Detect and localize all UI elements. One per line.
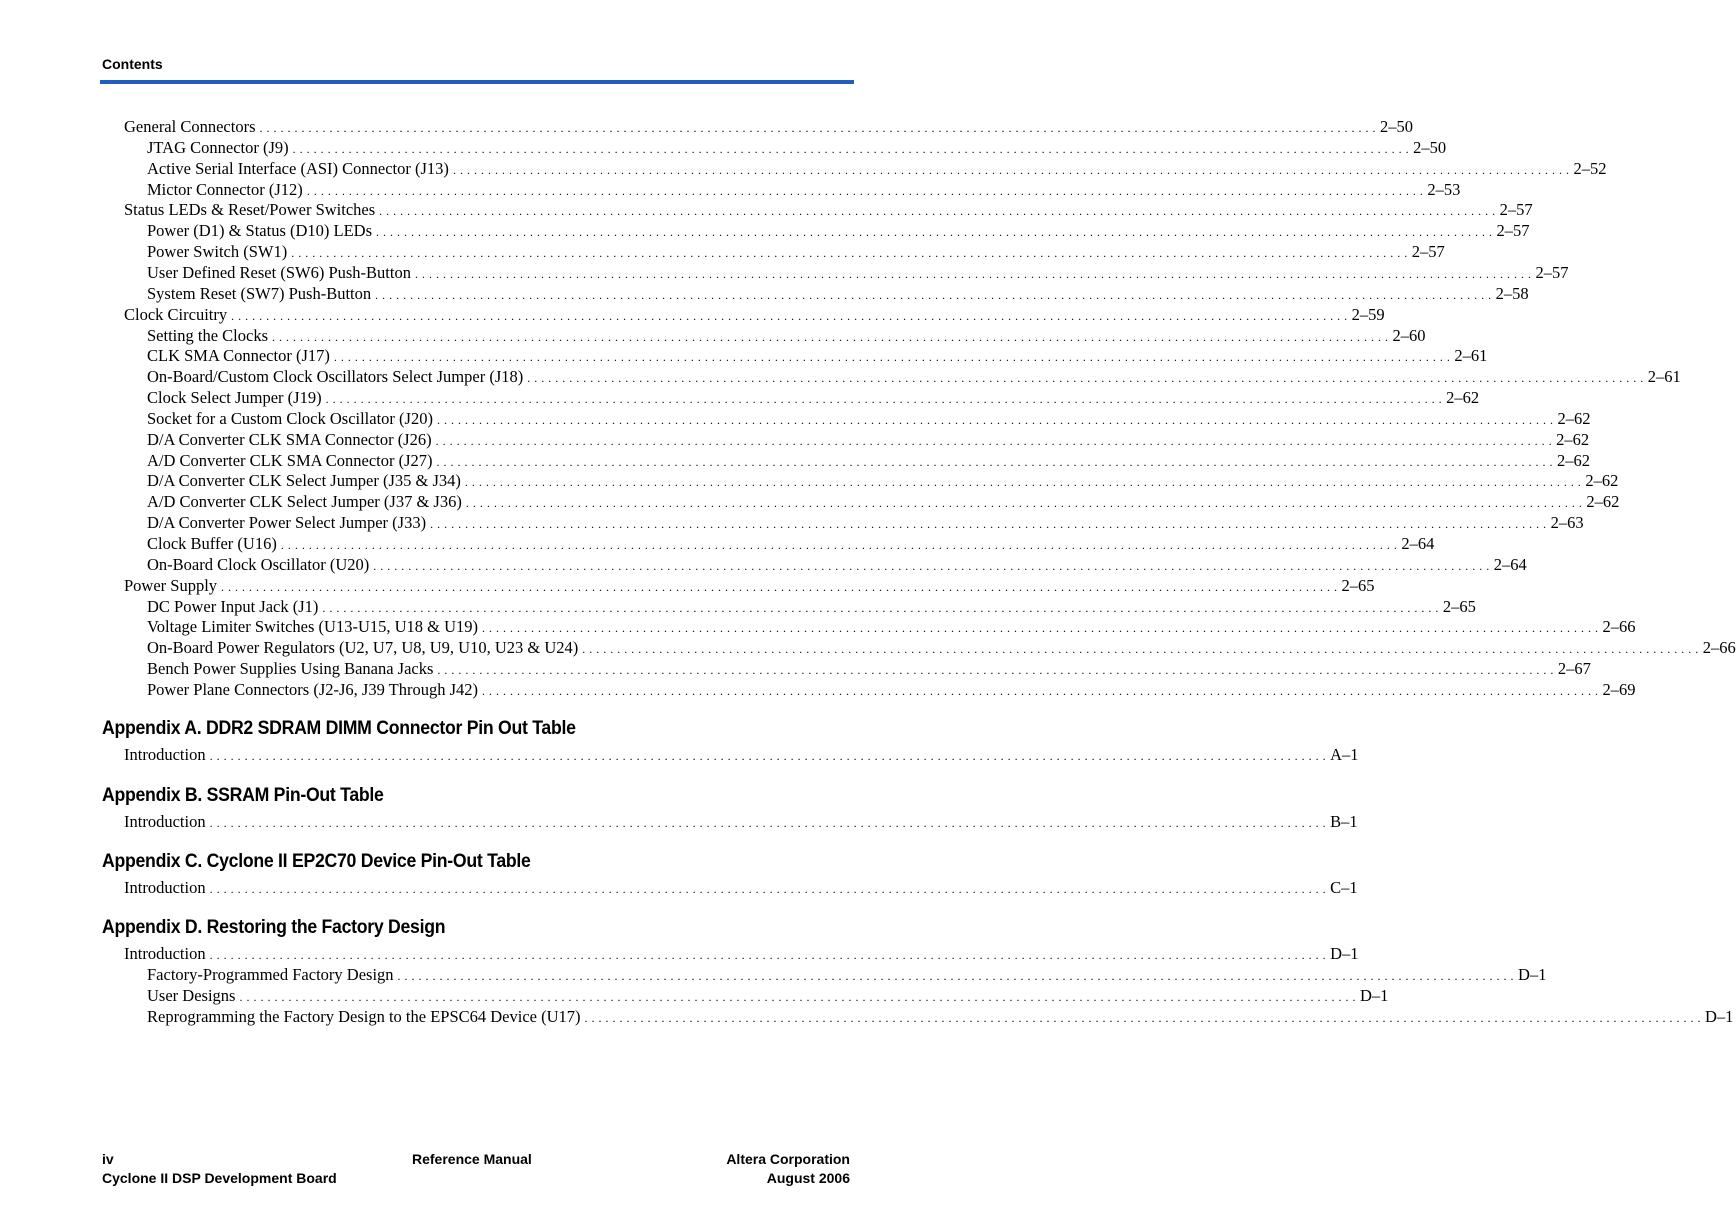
toc-dot-leader: . . . . . . . . . . . . . . . . . . . . . . . . . . . . . . . . . . . . . . . . . . . . . . . . . . . . . . . . . . . . . . . . . . . . . . . . . . . . . . . . . . . . . . . . . . . . . . . . . . . . . . . . . . . . . . . . . . . . . . . . . . . . . . . . . . . . . . . . . . . . . . . . . . . . . . . . . . . . . . . . [280, 538, 1398, 552]
toc-entry-page: 2–64 [1401, 534, 1435, 553]
toc-entry-title: Clock Select Jumper (J19) [147, 388, 322, 408]
toc-entry-title: A/D Converter CLK SMA Connector (J27) [147, 450, 433, 470]
toc-entry-title: Introduction [124, 878, 206, 897]
toc-entry[interactable] [147, 179, 1461, 200]
toc-entry-title: System Reset (SW7) Push-Button [147, 283, 372, 303]
toc-entry-page: D–1 [1330, 944, 1359, 963]
toc-entry[interactable] [147, 1006, 1734, 1027]
toc-dot-leader: . . . . . . . . . . . . . . . . . . . . . . . . . . . . . . . . . . . . . . . . . . . . . . . . . . . . . . . . . . . . . . . . . . . . . . . . . . . . . . . . . . . . . . . . . . . . . . . . . . . . . . . . . . . . . . . . . . . . . . . . . . . . . . . . . . . . . . . . . . . . . . . . . . . . . . . . . . . . . . . . [272, 329, 1389, 344]
toc-entry[interactable] [147, 345, 1488, 366]
toc-entry[interactable] [147, 554, 1527, 575]
toc-dot-leader: . . . . . . . . . . . . . . . . . . . . . . . . . . . . . . . . . . . . . . . . . . . . . . . . . . . . . . . . . . . . . . . . . . . . . . . . . . . . . . . . . . . . . . . . . . . . . . . . . . . . . . . . . . . . . . . . . . . . . . . . . . . . . . . . . . . . . . . . . . . . . . . . . . . . . . . . . . . . . . . . [221, 579, 1338, 594]
toc-entry-title: On-Board/Custom Clock Oscillators Select Jumper (J18) [147, 367, 524, 387]
toc-dot-leader: . . . . . . . . . . . . . . . . . . . . . . . . . . . . . . . . . . . . . . . . . . . . . . . . . . . . . . . . . . . . . . . . . . . . . . . . . . . . . . . . . . . . . . . . . . . . . . . . . . . . . . . . . . . . . . . . . . . . . . . . . . . . . . . . . . . . . . . . . . . . . . . . . . . . . . . . . . . . . . . . [209, 749, 1327, 763]
toc-entry-title: Mictor Connector (J12) [147, 179, 303, 199]
toc-entry-page: 2–50 [1413, 137, 1447, 157]
header-rule [100, 80, 854, 84]
toc-entry-title: A/D Converter CLK Select Jumper (J37 & J36) [147, 492, 462, 512]
toc-dot-leader: . . . . . . . . . . . . . . . . . . . . . . . . . . . . . . . . . . . . . . . . . . . . . . . . . . . . . . . . . . . . . . . . . . . . . . . . . . . . . . . . . . . . . . . . . . . . . . . . . . . . . . . . . . . . . . . . . . . . . . . . . . . . . . . . . . . . . . . . . . . . . . . . . . . . . . . . . . . . . . . . [333, 350, 1451, 365]
toc-entry-page: 2–57 [1496, 221, 1530, 241]
toc-entry-title: D/A Converter CLK SMA Connector (J26) [147, 429, 432, 449]
toc-dot-leader: . . . . . . . . . . . . . . . . . . . . . . . . . . . . . . . . . . . . . . . . . . . . . . . . . . . . . . . . . . . . . . . . . . . . . . . . . . . . . . . . . . . . . . . . . . . . . . . . . . . . . . . . . . . . . . . . . . . . . . . . . . . . . . . . . . . . . . . . . . . . . . . . . . . . . . . . . . . . . . . . [259, 121, 1376, 135]
toc-entry-title: Power Supply [124, 575, 218, 595]
toc-dot-leader: . . . . . . . . . . . . . . . . . . . . . . . . . . . . . . . . . . . . . . . . . . . . . . . . . . . . . . . . . . . . . . . . . . . . . . . . . . . . . . . . . . . . . . . . . . . . . . . . . . . . . . . . . . . . . . . . . . . . . . . . . . . . . . . . . . . . . . . . . . . . . . . . . . . . . . . . . . . . . . . . [435, 433, 1553, 448]
toc-entry-page: D–1 [1705, 1006, 1734, 1026]
toc-entry[interactable] [147, 533, 1435, 554]
toc-entry[interactable] [147, 658, 1591, 679]
toc-dot-leader: . . . . . . . . . . . . . . . . . . . . . . . . . . . . . . . . . . . . . . . . . . . . . . . . . . . . . . . . . . . . . . . . . . . . . . . . . . . . . . . . . . . . . . . . . . . . . . . . . . . . . . . . . . . . . . . . . . . . . . . . . . . . . . . . . . . . . . . . . . . . . . . . . . . . . . . . . . . . . . . . [306, 183, 1424, 198]
toc-entry[interactable] [147, 512, 1584, 533]
toc-entry-page: 2–59 [1351, 304, 1385, 324]
toc-entry-page: 2–62 [1557, 450, 1591, 470]
toc-entry-title: On-Board Power Regulators (U2, U7, U8, U9, U10, U23 & U24) [147, 638, 579, 658]
toc-entry-page: 2–61 [1647, 367, 1681, 387]
toc-entry[interactable] [147, 220, 1530, 241]
toc-entry[interactable] [147, 408, 1591, 429]
toc-entry[interactable] [147, 450, 1591, 471]
toc-entry-title: Status LEDs & Reset/Power Switches [124, 200, 376, 220]
toc-entry-title: General Connectors [124, 117, 256, 136]
toc-dot-leader: . . . . . . . . . . . . . . . . . . . . . . . . . . . . . . . . . . . . . . . . . . . . . . . . . . . . . . . . . . . . . . . . . . . . . . . . . . . . . . . . . . . . . . . . . . . . . . . . . . . . . . . . . . . . . . . . . . . . . . . . . . . . . . . . . . . . . . . . . . . . . . . . . . . . . . . . . . . . . . . . [322, 600, 1439, 615]
toc-entry[interactable] [124, 304, 1385, 325]
toc-entry[interactable] [147, 679, 1636, 700]
toc-entry-page: 2–53 [1427, 179, 1461, 199]
toc-entry-title: Clock Circuitry [124, 304, 228, 324]
toc-entry-title: Power Plane Connectors (J2-J6, J39 Through J42) [147, 679, 479, 699]
toc-entry[interactable] [147, 241, 1445, 262]
toc-dot-leader: . . . . . . . . . . . . . . . . . . . . . . . . . . . . . . . . . . . . . . . . . . . . . . . . . . . . . . . . . . . . . . . . . . . . . . . . . . . . . . . . . . . . . . . . . . . . . . . . . . . . . . . . . . . . . . . . . . . . . . . . . . . . . . . . . . . . . . . . . . . . . . . . . . . . . . . . . . . . . . . . [239, 989, 1356, 1004]
toc-entry-page: 2–65 [1442, 596, 1476, 616]
toc-dot-leader: . . . . . . . . . . . . . . . . . . . . . . . . . . . . . . . . . . . . . . . . . . . . . . . . . . . . . . . . . . . . . . . . . . . . . . . . . . . . . . . . . . . . . . . . . . . . . . . . . . . . . . . . . . . . . . . . . . . . . . . . . . . . . . . . . . . . . . . . . . . . . . . . . . . . . . . . . . . . . . . . [376, 225, 1493, 240]
toc-entry[interactable] [124, 811, 1358, 832]
toc-entry[interactable] [147, 964, 1547, 985]
toc-dot-leader: . . . . . . . . . . . . . . . . . . . . . . . . . . . . . . . . . . . . . . . . . . . . . . . . . . . . . . . . . . . . . . . . . . . . . . . . . . . . . . . . . . . . . . . . . . . . . . . . . . . . . . . . . . . . . . . . . . . . . . . . . . . . . . . . . . . . . . . . . . . . . . . . . . . . . . . . . . . . . . . . [464, 475, 1582, 490]
footer-product: Cyclone II DSP Development Board [102, 1170, 337, 1186]
toc-entry-page: 2–64 [1493, 554, 1527, 574]
toc-entry-page: 2–50 [1380, 117, 1413, 136]
toc-entry-title: Clock Buffer (U16) [147, 534, 277, 553]
toc-entry-page: 2–62 [1556, 429, 1590, 449]
toc-dot-leader: . . . . . . . . . . . . . . . . . . . . . . . . . . . . . . . . . . . . . . . . . . . . . . . . . . . . . . . . . . . . . . . . . . . . . . . . . . . . . . . . . . . . . . . . . . . . . . . . . . . . . . . . . . . . . . . . . . . . . . . . . . . . . . . . . . . . . . . . . . . . . . . . . . . . . . . . . . . . . . . . [291, 246, 1408, 261]
appendix-heading[interactable]: Appendix A. DDR2 SDRAM DIMM Connector Pin Out Table [102, 718, 576, 739]
toc-dot-leader: . . . . . . . . . . . . . . . . . . . . . . . . . . . . . . . . . . . . . . . . . . . . . . . . . . . . . . . . . . . . . . . . . . . . . . . . . . . . . . . . . . . . . . . . . . . . . . . . . . . . . . . . . . . . . . . . . . . . . . . . . . . . . . . . . . . . . . . . . . . . . . . . . . . . . . . . . . . . . . . . [209, 882, 1327, 896]
toc-dot-leader: . . . . . . . . . . . . . . . . . . . . . . . . . . . . . . . . . . . . . . . . . . . . . . . . . . . . . . . . . . . . . . . . . . . . . . . . . . . . . . . . . . . . . . . . . . . . . . . . . . . . . . . . . . . . . . . . . . . . . . . . . . . . . . . . . . . . . . . . . . . . . . . . . . . . . . . . . . . . . . . . [209, 816, 1327, 830]
toc-entry-title: Introduction [124, 812, 206, 831]
toc-entry-page: D–1 [1359, 985, 1389, 1005]
toc-entry-title: JTAG Connector (J9) [147, 137, 289, 157]
toc-entry[interactable] [124, 199, 1533, 220]
toc-entry-title: Active Serial Interface (ASI) Connector (J13) [147, 158, 449, 178]
toc-entry-page: 2–58 [1495, 283, 1529, 303]
toc-entry-page: 2–61 [1454, 346, 1488, 366]
toc-entry-title: CLK SMA Connector (J17) [147, 346, 330, 366]
toc-entry[interactable] [124, 116, 1413, 137]
toc-entry-page: B–1 [1330, 812, 1358, 831]
toc-entry[interactable] [147, 137, 1447, 158]
toc-entry[interactable] [124, 877, 1358, 898]
toc-entry-page: A–1 [1330, 745, 1359, 764]
toc-dot-leader: . . . . . . . . . . . . . . . . . . . . . . . . . . . . . . . . . . . . . . . . . . . . . . . . . . . . . . . . . . . . . . . . . . . . . . . . . . . . . . . . . . . . . . . . . . . . . . . . . . . . . . . . . . . . . . . . . . . . . . . . . . . . . . . . . . . . . . . . . . . . . . . . . . . . . . . . . . . . . . . . [292, 141, 1410, 156]
toc-entry[interactable] [147, 283, 1529, 304]
toc-entry-page: 2–67 [1557, 659, 1591, 679]
toc-entry-title: Factory-Programmed Factory Design [147, 964, 394, 984]
toc-dot-leader: . . . . . . . . . . . . . . . . . . . . . . . . . . . . . . . . . . . . . . . . . . . . . . . . . . . . . . . . . . . . . . . . . . . . . . . . . . . . . . . . . . . . . . . . . . . . . . . . . . . . . . . . . . . . . . . . . . . . . . . . . . . . . . . . . . . . . . . . . . . . . . . . . . . . . . . . . . . . . . . . [375, 287, 1492, 302]
footer-date: August 2006 [766, 1170, 850, 1186]
appendix-heading[interactable]: Appendix B. SSRAM Pin-Out Table [102, 785, 384, 806]
toc-dot-leader: . . . . . . . . . . . . . . . . . . . . . . . . . . . . . . . . . . . . . . . . . . . . . . . . . . . . . . . . . . . . . . . . . . . . . . . . . . . . . . . . . . . . . . . . . . . . . . . . . . . . . . . . . . . . . . . . . . . . . . . . . . . . . . . . . . . . . . . . . . . . . . . . . . . . . . . . . . . . . . . . [436, 454, 1554, 469]
toc-entry-page: 2–66 [1602, 617, 1636, 637]
toc-dot-leader: . . . . . . . . . . . . . . . . . . . . . . . . . . . . . . . . . . . . . . . . . . . . . . . . . . . . . . . . . . . . . . . . . . . . . . . . . . . . . . . . . . . . . . . . . . . . . . . . . . . . . . . . . . . . . . . . . . . . . . . . . . . . . . . . . . . . . . . . . . . . . . . . . . . . . . . . . . . . . . . . [231, 308, 1348, 323]
toc-entry[interactable] [147, 985, 1389, 1006]
toc-entry-page: 2–52 [1573, 158, 1607, 178]
toc-entry-page: 2–62 [1446, 388, 1480, 408]
toc-entry-page: 2–60 [1392, 325, 1426, 345]
toc-dot-leader: . . . . . . . . . . . . . . . . . . . . . . . . . . . . . . . . . . . . . . . . . . . . . . . . . . . . . . . . . . . . . . . . . . . . . . . . . . . . . . . . . . . . . . . . . . . . . . . . . . . . . . . . . . . . . . . . . . . . . . . . . . . . . . . . . . . . . . . . . . . . . . . . . . . . . . . . . . . . . . . . [414, 266, 1532, 281]
toc-dot-leader: . . . . . . . . . . . . . . . . . . . . . . . . . . . . . . . . . . . . . . . . . . . . . . . . . . . . . . . . . . . . . . . . . . . . . . . . . . . . . . . . . . . . . . . . . . . . . . . . . . . . . . . . . . . . . . . . . . . . . . . . . . . . . . . . . . . . . . . . . . . . . . . . . . . . . . . . . . . . . . . . [584, 1010, 1702, 1025]
footer-page-number: iv [102, 1151, 114, 1167]
toc-dot-leader: . . . . . . . . . . . . . . . . . . . . . . . . . . . . . . . . . . . . . . . . . . . . . . . . . . . . . . . . . . . . . . . . . . . . . . . . . . . . . . . . . . . . . . . . . . . . . . . . . . . . . . . . . . . . . . . . . . . . . . . . . . . . . . . . . . . . . . . . . . . . . . . . . . . . . . . . . . . . . . . . [325, 392, 1443, 407]
toc-entry[interactable] [147, 637, 1736, 658]
toc-entry-page: 2–65 [1341, 575, 1375, 595]
toc-entry-page: 2–57 [1411, 242, 1445, 262]
toc-entry-page: C–1 [1330, 878, 1358, 897]
toc-entry-page: 2–62 [1585, 471, 1619, 491]
toc-entry[interactable] [124, 943, 1359, 964]
toc-entry-title: Reprogramming the Factory Design to the EPSC64 Device (U17) [147, 1006, 581, 1026]
toc-entry-title: User Designs [147, 985, 236, 1005]
toc-entry[interactable] [124, 575, 1375, 596]
running-header: Contents [102, 56, 163, 72]
toc-entry-title: User Defined Reset (SW6) Push-Button [147, 262, 411, 282]
toc-entry-title: Introduction [124, 745, 206, 764]
toc-entry-title: On-Board Clock Oscillator (U20) [147, 554, 370, 574]
toc-entry[interactable] [147, 429, 1590, 450]
toc-entry-title: Setting the Clocks [147, 325, 268, 345]
appendix-heading[interactable]: Appendix C. Cyclone II EP2C70 Device Pin-Out Table [102, 851, 531, 872]
toc-entry-title: D/A Converter Power Select Jumper (J33) [147, 513, 427, 533]
toc-entry-title: Power Switch (SW1) [147, 242, 288, 262]
toc-dot-leader: . . . . . . . . . . . . . . . . . . . . . . . . . . . . . . . . . . . . . . . . . . . . . . . . . . . . . . . . . . . . . . . . . . . . . . . . . . . . . . . . . . . . . . . . . . . . . . . . . . . . . . . . . . . . . . . . . . . . . . . . . . . . . . . . . . . . . . . . . . . . . . . . . . . . . . . . . . . . . . . . [373, 558, 1490, 573]
toc-entry[interactable] [147, 366, 1681, 387]
toc-entry-page: 2–57 [1499, 200, 1533, 220]
toc-entry[interactable] [147, 325, 1426, 346]
toc-dot-leader: . . . . . . . . . . . . . . . . . . . . . . . . . . . . . . . . . . . . . . . . . . . . . . . . . . . . . . . . . . . . . . . . . . . . . . . . . . . . . . . . . . . . . . . . . . . . . . . . . . . . . . . . . . . . . . . . . . . . . . . . . . . . . . . . . . . . . . . . . . . . . . . . . . . . . . . . . . . . . . . . [437, 663, 1554, 678]
toc-entry[interactable] [124, 744, 1359, 765]
toc-dot-leader: . . . . . . . . . . . . . . . . . . . . . . . . . . . . . . . . . . . . . . . . . . . . . . . . . . . . . . . . . . . . . . . . . . . . . . . . . . . . . . . . . . . . . . . . . . . . . . . . . . . . . . . . . . . . . . . . . . . . . . . . . . . . . . . . . . . . . . . . . . . . . . . . . . . . . . . . . . . . . . . . [582, 642, 1699, 657]
toc-dot-leader: . . . . . . . . . . . . . . . . . . . . . . . . . . . . . . . . . . . . . . . . . . . . . . . . . . . . . . . . . . . . . . . . . . . . . . . . . . . . . . . . . . . . . . . . . . . . . . . . . . . . . . . . . . . . . . . . . . . . . . . . . . . . . . . . . . . . . . . . . . . . . . . . . . . . . . . . . . . . . . . . [482, 621, 1599, 636]
toc-entry-title: Socket for a Custom Clock Oscillator (J20) [147, 408, 433, 428]
toc-entry-title: Voltage Limiter Switches (U13-U15, U18 & U19) [147, 617, 479, 637]
toc-entry[interactable] [147, 158, 1607, 179]
toc-entry-page: 2–63 [1550, 513, 1584, 533]
toc-entry-page: D–1 [1518, 964, 1547, 984]
footer-doc-title: Reference Manual [412, 1151, 532, 1167]
toc-dot-leader: . . . . . . . . . . . . . . . . . . . . . . . . . . . . . . . . . . . . . . . . . . . . . . . . . . . . . . . . . . . . . . . . . . . . . . . . . . . . . . . . . . . . . . . . . . . . . . . . . . . . . . . . . . . . . . . . . . . . . . . . . . . . . . . . . . . . . . . . . . . . . . . . . . . . . . . . . . . . . . . . [527, 371, 1644, 386]
toc-entry-title: Introduction [124, 944, 206, 963]
toc-entry[interactable] [147, 491, 1620, 512]
footer-company: Altera Corporation [726, 1151, 850, 1167]
toc-dot-leader: . . . . . . . . . . . . . . . . . . . . . . . . . . . . . . . . . . . . . . . . . . . . . . . . . . . . . . . . . . . . . . . . . . . . . . . . . . . . . . . . . . . . . . . . . . . . . . . . . . . . . . . . . . . . . . . . . . . . . . . . . . . . . . . . . . . . . . . . . . . . . . . . . . . . . . . . . . . . . . . . [209, 948, 1327, 962]
toc-dot-leader: . . . . . . . . . . . . . . . . . . . . . . . . . . . . . . . . . . . . . . . . . . . . . . . . . . . . . . . . . . . . . . . . . . . . . . . . . . . . . . . . . . . . . . . . . . . . . . . . . . . . . . . . . . . . . . . . . . . . . . . . . . . . . . . . . . . . . . . . . . . . . . . . . . . . . . . . . . . . . . . . [452, 162, 1570, 177]
toc-entry-page: 2–62 [1557, 408, 1591, 428]
toc-entry[interactable] [147, 596, 1476, 617]
toc-dot-leader: . . . . . . . . . . . . . . . . . . . . . . . . . . . . . . . . . . . . . . . . . . . . . . . . . . . . . . . . . . . . . . . . . . . . . . . . . . . . . . . . . . . . . . . . . . . . . . . . . . . . . . . . . . . . . . . . . . . . . . . . . . . . . . . . . . . . . . . . . . . . . . . . . . . . . . . . . . . . . . . . [436, 412, 1554, 427]
toc-entry-page: 2–62 [1586, 492, 1620, 512]
toc-entry-title: D/A Converter CLK Select Jumper (J35 & J34) [147, 471, 461, 491]
appendix-heading[interactable]: Appendix D. Restoring the Factory Design [102, 917, 446, 938]
toc-entry-page: 2–57 [1535, 262, 1569, 282]
toc-entry[interactable] [147, 616, 1636, 637]
toc-entry[interactable] [147, 470, 1619, 491]
toc-dot-leader: . . . . . . . . . . . . . . . . . . . . . . . . . . . . . . . . . . . . . . . . . . . . . . . . . . . . . . . . . . . . . . . . . . . . . . . . . . . . . . . . . . . . . . . . . . . . . . . . . . . . . . . . . . . . . . . . . . . . . . . . . . . . . . . . . . . . . . . . . . . . . . . . . . . . . . . . . . . . . . . . [379, 204, 1496, 219]
toc-entry-page: 2–66 [1702, 638, 1736, 658]
toc-entry[interactable] [147, 262, 1569, 283]
toc-dot-leader: . . . . . . . . . . . . . . . . . . . . . . . . . . . . . . . . . . . . . . . . . . . . . . . . . . . . . . . . . . . . . . . . . . . . . . . . . . . . . . . . . . . . . . . . . . . . . . . . . . . . . . . . . . . . . . . . . . . . . . . . . . . . . . . . . . . . . . . . . . . . . . . . . . . . . . . . . . . . . . . . [482, 683, 1599, 698]
toc-dot-leader: . . . . . . . . . . . . . . . . . . . . . . . . . . . . . . . . . . . . . . . . . . . . . . . . . . . . . . . . . . . . . . . . . . . . . . . . . . . . . . . . . . . . . . . . . . . . . . . . . . . . . . . . . . . . . . . . . . . . . . . . . . . . . . . . . . . . . . . . . . . . . . . . . . . . . . . . . . . . . . . . [430, 517, 1547, 532]
toc-entry-title: DC Power Input Jack (J1) [147, 596, 319, 616]
toc-dot-leader: . . . . . . . . . . . . . . . . . . . . . . . . . . . . . . . . . . . . . . . . . . . . . . . . . . . . . . . . . . . . . . . . . . . . . . . . . . . . . . . . . . . . . . . . . . . . . . . . . . . . . . . . . . . . . . . . . . . . . . . . . . . . . . . . . . . . . . . . . . . . . . . . . . . . . . . . . . . . . . . . [397, 968, 1515, 983]
toc-dot-leader: . . . . . . . . . . . . . . . . . . . . . . . . . . . . . . . . . . . . . . . . . . . . . . . . . . . . . . . . . . . . . . . . . . . . . . . . . . . . . . . . . . . . . . . . . . . . . . . . . . . . . . . . . . . . . . . . . . . . . . . . . . . . . . . . . . . . . . . . . . . . . . . . . . . . . . . . . . . . . . . . [465, 496, 1583, 511]
toc-entry-title: Bench Power Supplies Using Banana Jacks [147, 659, 434, 679]
toc-entry-title: Power (D1) & Status (D10) LEDs [147, 221, 373, 241]
toc-entry[interactable] [147, 387, 1480, 408]
toc-entry-page: 2–69 [1602, 679, 1636, 699]
